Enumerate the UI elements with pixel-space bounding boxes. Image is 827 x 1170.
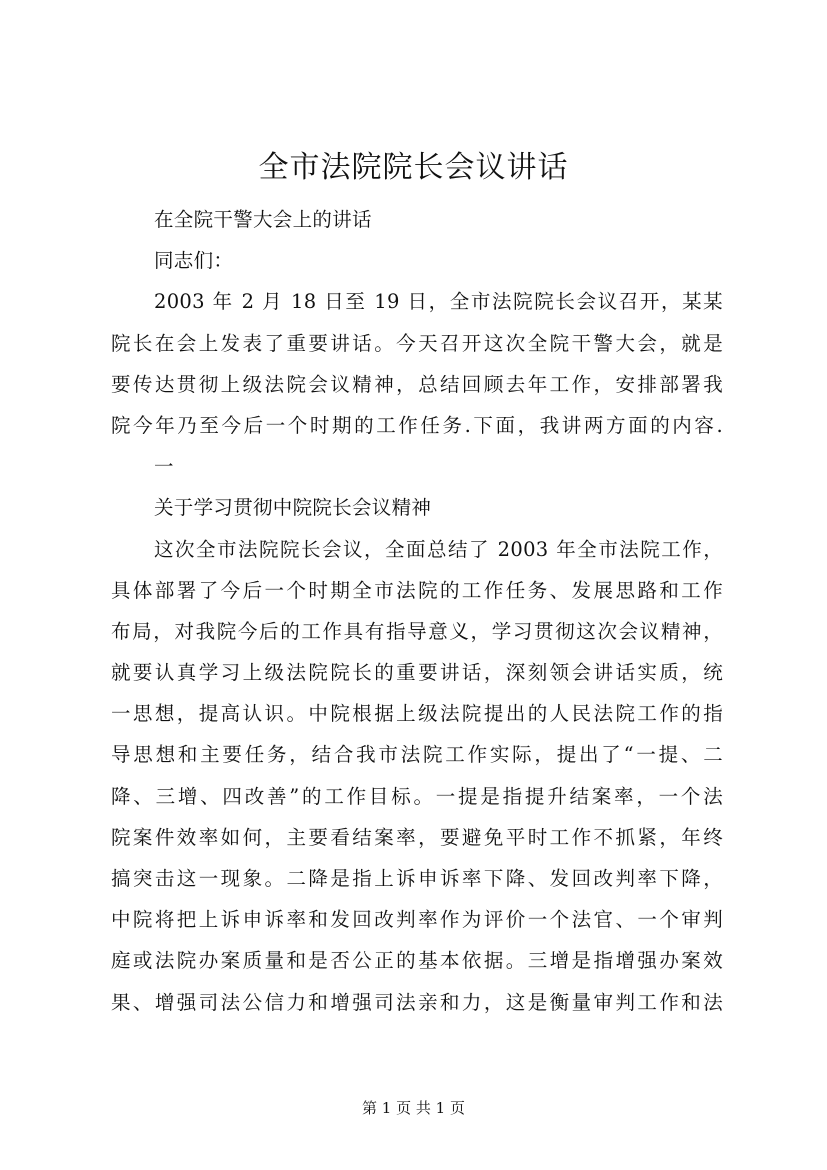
text-line: 一 — [154, 455, 174, 479]
text-line: 要传达贯彻上级法院会议精神，总结回顾去年工作，安排部署我 — [111, 372, 723, 396]
text-line: 同志们： — [154, 249, 234, 273]
text-line: 关于学习贯彻中院院长会议精神 — [154, 496, 432, 520]
text-line: 就要认真学习上级法院院长的重要讲话，深刻领会讲话实质，统 — [111, 661, 723, 685]
document-title: 全市法院院长会议讲话 — [258, 150, 569, 185]
text-line: 院长在会上发表了重要讲话。今天召开这次全院干警大会，就是 — [111, 331, 723, 355]
text-line: 中院将把上诉申诉率和发回改判率作为评价一个法官、一个审判 — [111, 908, 723, 932]
text-line: 具体部署了今后一个时期全市法院的工作任务、发展思路和工作 — [111, 578, 723, 602]
page-footer: 第 1 页 共 1 页 — [362, 1099, 465, 1117]
text-line: 院案件效率如何，主要看结案率，要避免平时工作不抓紧，年终 — [111, 825, 723, 849]
text-line: 这次全市法院院长会议，全面总结了 2003 年全市法院工作， — [154, 537, 723, 561]
text-line: 院今年乃至今后一个时期的工作任务.下面，我讲两方面的内容. — [111, 413, 723, 437]
text-line: 果、增强司法公信力和增强司法亲和力，这是衡量审判工作和法 — [111, 990, 723, 1014]
text-line: 2003 年 2 月 18 日至 19 日，全市法院院长会议召开，某某 — [154, 290, 723, 314]
text-line: 庭或法院办案质量和是否公正的基本依据。三增是指增强办案效 — [111, 949, 723, 973]
text-line: 布局，对我院今后的工作具有指导意义，学习贯彻这次会议精神， — [111, 619, 723, 643]
document-body — [111, 199, 723, 1023]
text-line: 导思想和主要任务，结合我市法院工作实际，提出了“一提、二 — [111, 743, 723, 767]
text-line: 一思想，提高认识。中院根据上级法院提出的人民法院工作的指 — [111, 702, 723, 726]
text-line: 在全院干警大会上的讲话 — [154, 208, 372, 231]
text-line: 搞突击这一现象。二降是指上诉申诉率下降、发回改判率下降， — [111, 867, 723, 890]
text-line: 降、三增、四改善”的工作目标。一提是指提升结案率，一个法 — [111, 784, 723, 808]
